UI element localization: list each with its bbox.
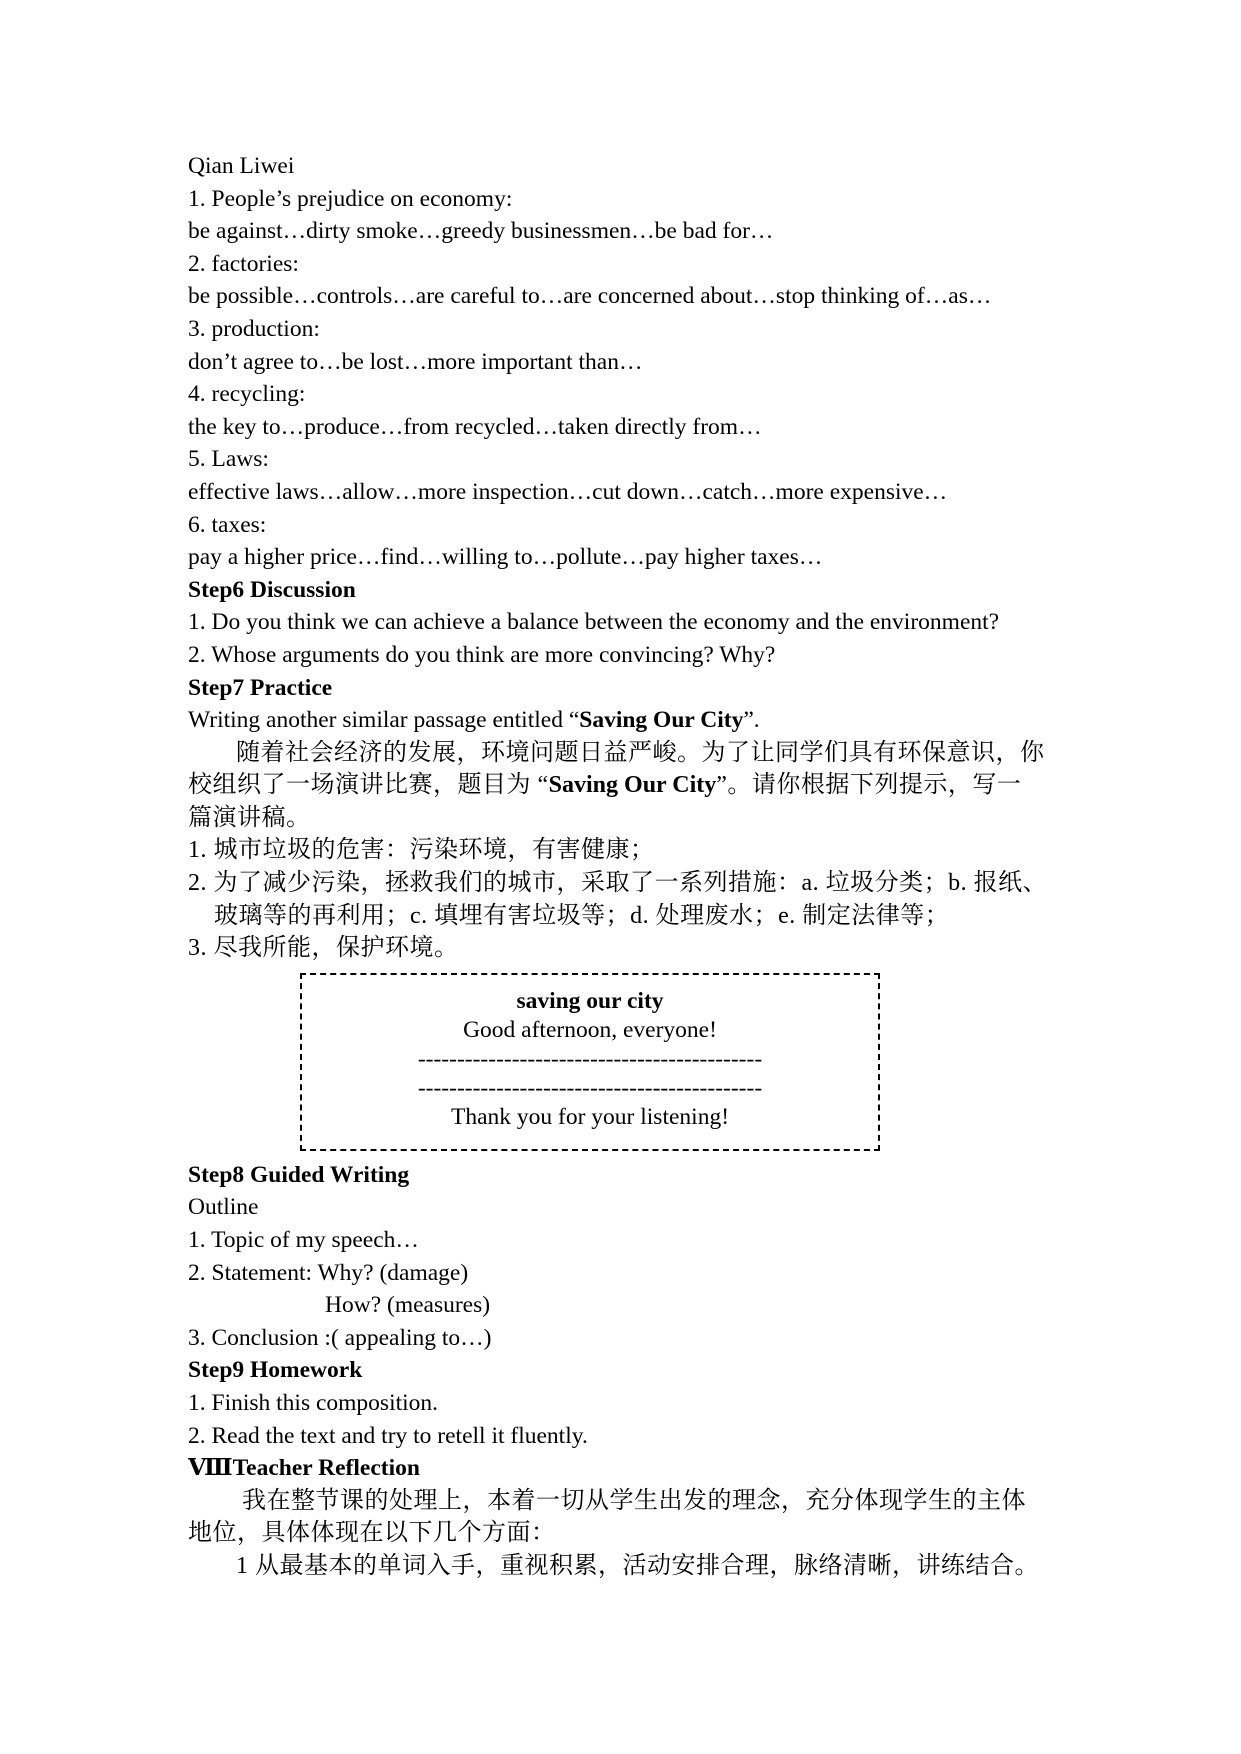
text-line: be against…dirty smoke…greedy businessmen…be bad for… [188, 218, 774, 245]
step6-heading: Step6 Discussion [188, 576, 356, 603]
box-dash-line: -------------------------------------------- [417, 1045, 763, 1072]
homework-item: 2. Read the text and try to retell it fluently. [188, 1422, 588, 1449]
outline-item: 2. Statement: Why? (damage) [188, 1259, 469, 1286]
reflection-paragraph: 地位，具体体现在以下几个方面： [188, 1520, 556, 1547]
practice-instruction [188, 704, 1058, 737]
box-title: saving our city [516, 987, 664, 1014]
text-line: 1. People’s prejudice on economy: [188, 185, 513, 212]
box-closing: Thank you for your listening! [450, 1103, 730, 1130]
outline-item: 1. Topic of my speech… [188, 1227, 419, 1254]
text-line: 5. Laws: [188, 446, 269, 473]
step7-heading: Step7 Practice [188, 674, 333, 701]
chinese-prompt-line: 篇演讲稿。 [188, 804, 311, 831]
text-line: 3. production: [188, 315, 320, 342]
text-line: the key to…produce…from recycled…taken directly from… [188, 413, 762, 440]
text-line: be possible…controls…are careful to…are concerned about…stop thinking of…as… [188, 283, 992, 310]
text-line: Qian Liwei [188, 153, 295, 179]
chinese-prompt-line [188, 769, 1058, 802]
reflection-paragraph: 1 从最基本的单词入手，重视积累，活动安排合理，脉络清晰，讲练结合。 [236, 1552, 1039, 1579]
text-line: 6. taxes: [188, 511, 267, 538]
outline-label: Outline [188, 1194, 259, 1221]
outline-item: 3. Conclusion :( appealing to…) [188, 1324, 492, 1351]
reflection-paragraph: 我在整节课的处理上，本着一切从学生出发的理念，充分体现学生的主体 [242, 1487, 1026, 1514]
instruction-text: Writing another similar passage entitled “ [188, 707, 580, 734]
box-greeting: Good afternoon, everyone! [463, 1016, 717, 1043]
step9-heading: Step9 Homework [188, 1357, 363, 1384]
text-line: 2. factories: [188, 250, 299, 277]
speech-template-area [188, 965, 1058, 1159]
step8-heading: Step8 Guided Writing [188, 1161, 410, 1188]
text-line: 4. recycling: [188, 381, 306, 408]
prompt-item: 2. 为了减少污染，拯救我们的城市，采取了一系列措施：a. 垃圾分类；b. 报纸、 [188, 870, 1048, 897]
outline-item: How? (measures) [325, 1292, 491, 1319]
prompt-text: 校组织了一场演讲比赛，题目为 “ [188, 772, 549, 799]
prompt-item: 3. 尽我所能，保护环境。 [188, 935, 459, 962]
text-line: pay a higher price…find…willing to…pollute…pay higher taxes… [188, 544, 823, 571]
discussion-question: 1. Do you think we can achieve a balance between the economy and the environment? [188, 609, 1000, 636]
discussion-question: 2. Whose arguments do you think are more convincing? Why? [188, 641, 776, 668]
prompt-item: 1. 城市垃圾的危害：污染环境，有害健康； [188, 837, 655, 864]
prompt-item: 玻璃等的再利用；c. 填埋有害垃圾等；d. 处理废水；e. 制定法律等； [214, 902, 950, 929]
text-line: don’t agree to…be lost…more important than… [188, 348, 643, 375]
passage-title: Saving Our City [579, 707, 744, 734]
document-page [188, 150, 1058, 1583]
box-dash-line: -------------------------------------------- [417, 1074, 763, 1101]
speech-template-box [300, 973, 880, 1151]
speech-title: Saving Our City [548, 772, 717, 799]
economy-notes [188, 150, 1058, 574]
instruction-text: ”. [743, 707, 760, 734]
homework-item: 1. Finish this composition. [188, 1390, 439, 1416]
chinese-prompt-line: 随着社会经济的发展，环境问题日益严峻。为了让同学们具有环保意识，你 [236, 739, 1045, 766]
prompt-text: ”。请你根据下列提示，写一 [716, 772, 1022, 799]
reflection-heading: ⅧTeacher Reflection [188, 1455, 420, 1482]
text-line: effective laws…allow…more inspection…cut down…catch…more expensive… [188, 478, 948, 505]
